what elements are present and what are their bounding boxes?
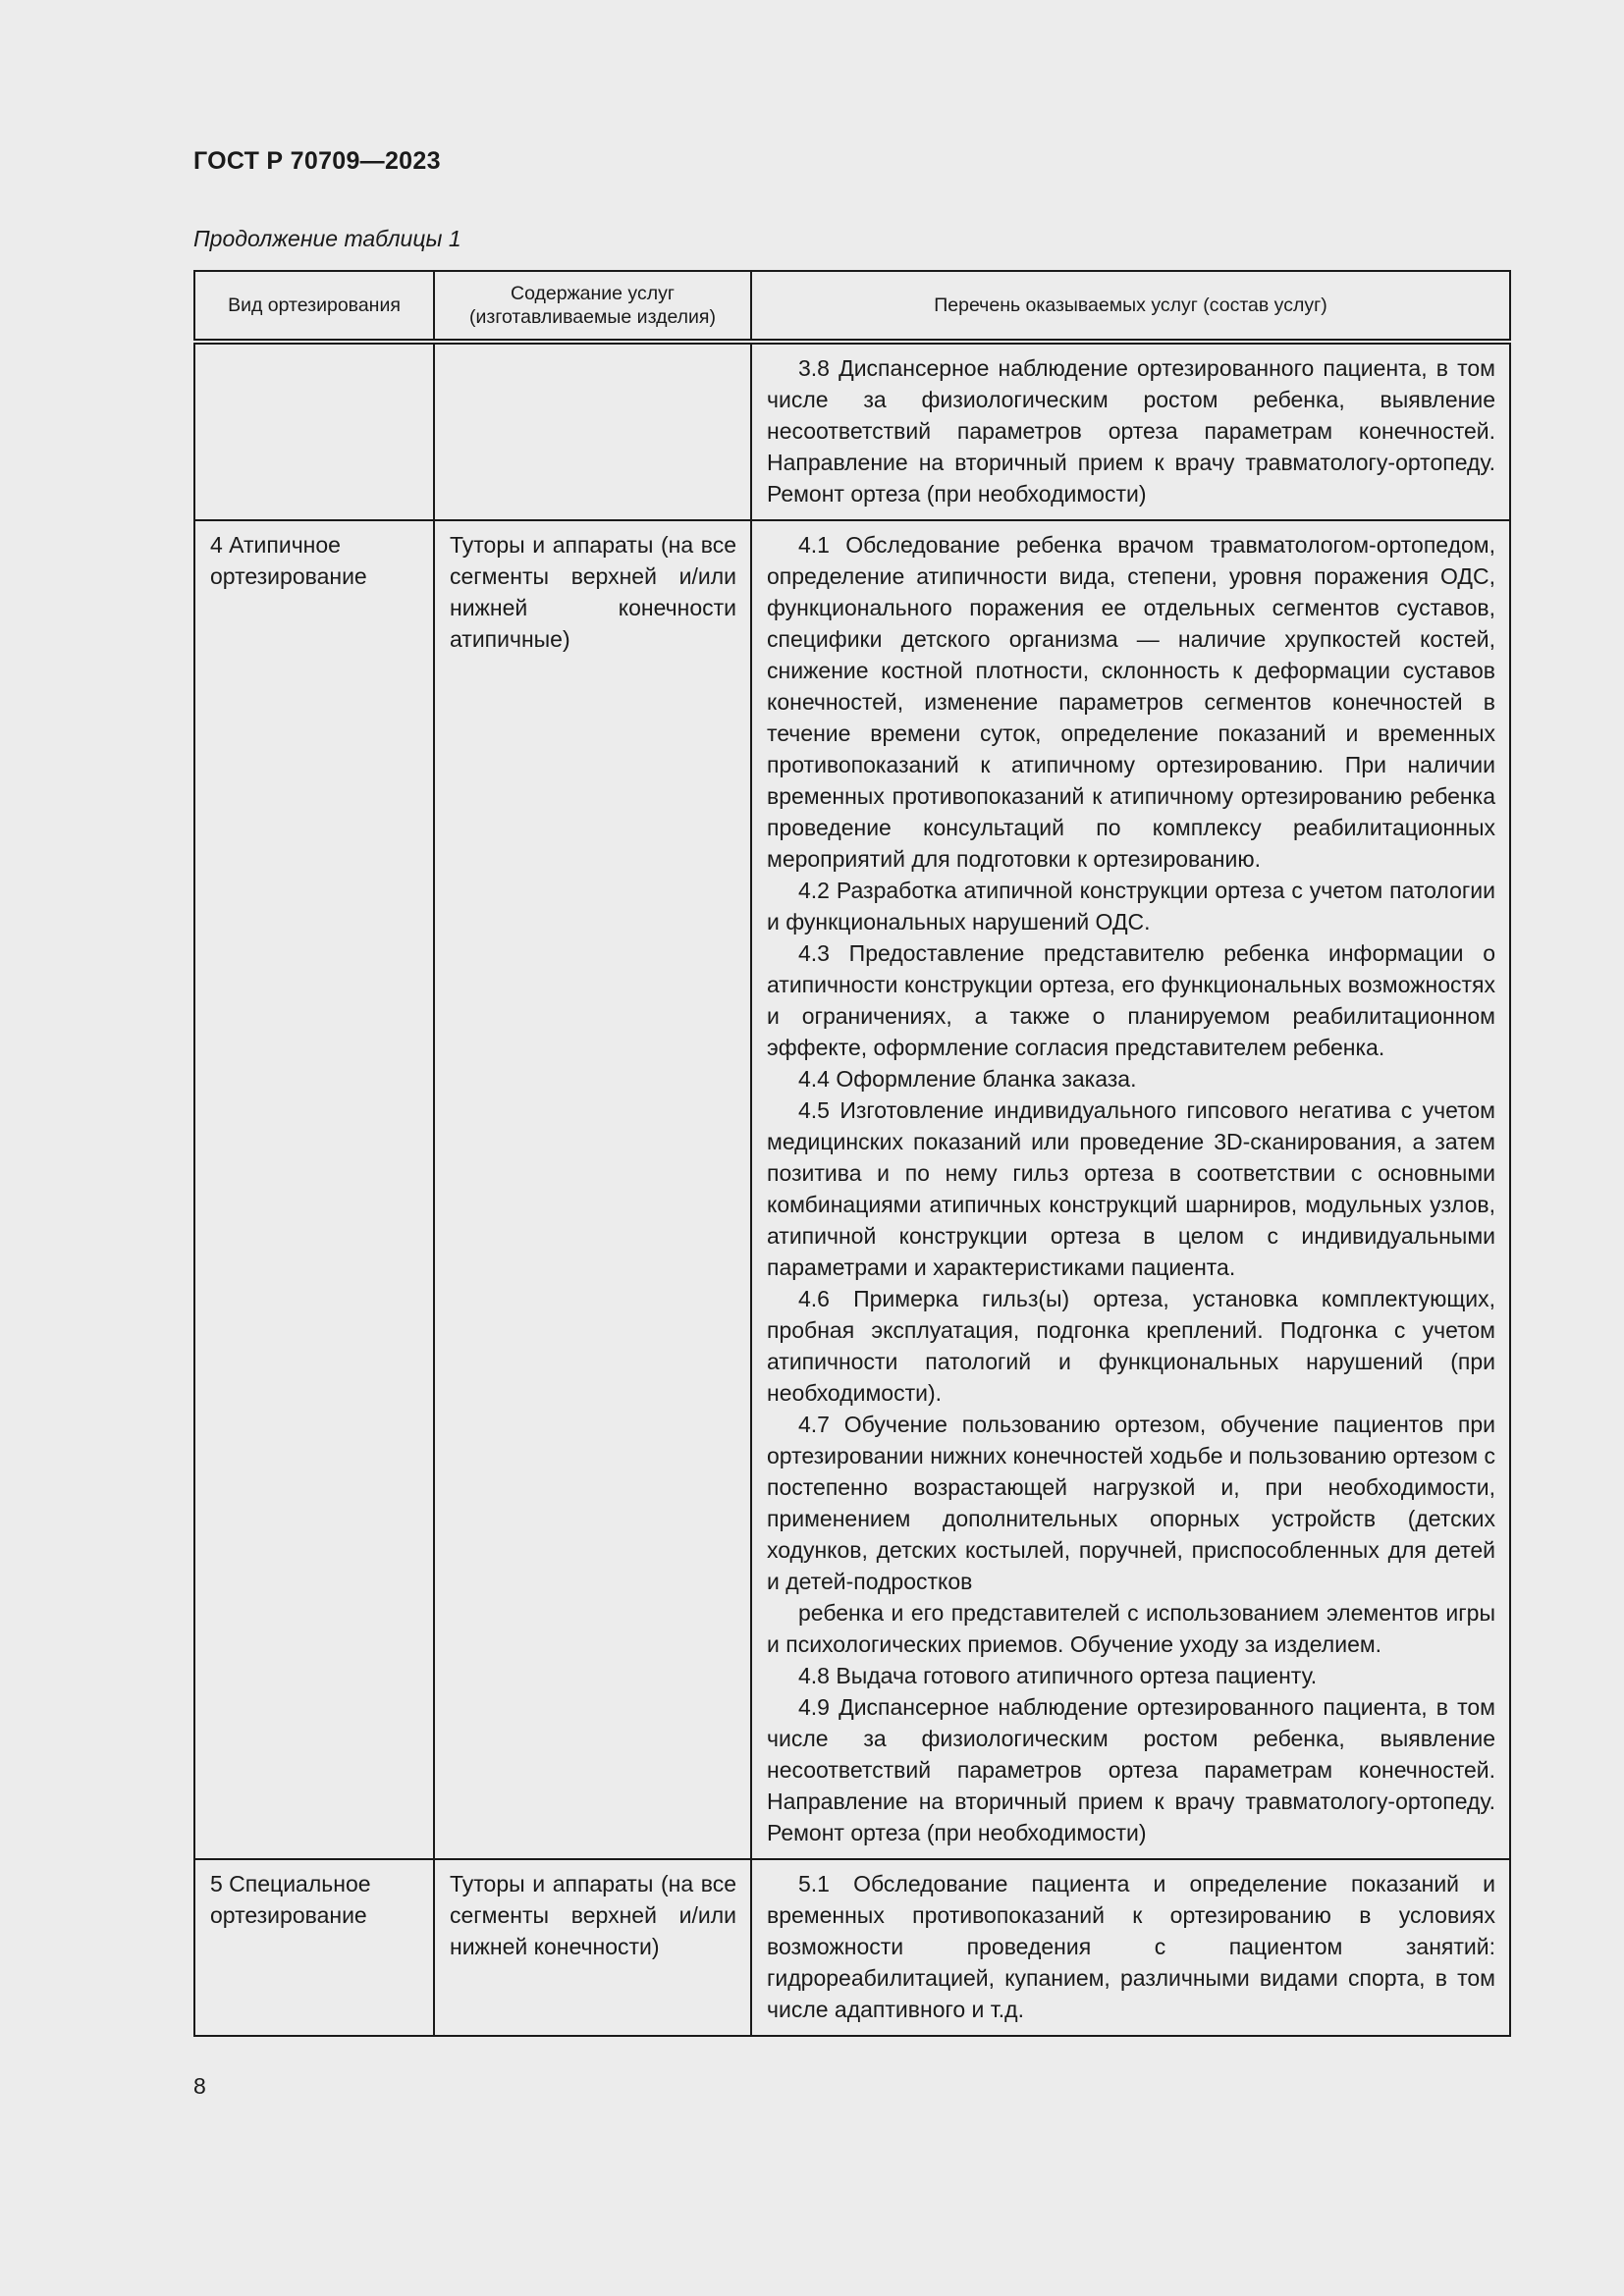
service-item: 4.5 Изготовление индивидуального гипсового негатива с учетом медицинских показаний или проведение 3D-сканирования, а затем позитива и по нему гильз ортеза в соответствии с основными комбинациями атипичных конструкций шарниров, модульных узлов, атипичной конструкции ортеза в целом с индивидуальными параметрами и характеристиками пациента. bbox=[767, 1097, 1495, 1280]
service-item: 4.9 Диспансерное наблюдение ортезированного пациента, в том числе за физиологическим ростом ребенка, выявление несоответствий параметров ортеза параметрам конечностей. Направление на вторичный прием к врачу травматологу-ортопеду. Ремонт ортеза (при необходимости) bbox=[767, 1694, 1495, 1845]
service-item: ребенка и его представителей с использованием элементов игры и психологических приемов. Обучение уходу за изделием. bbox=[767, 1600, 1495, 1657]
table-row bbox=[194, 342, 1510, 520]
cell-services-list bbox=[751, 520, 1510, 1859]
table-header-row bbox=[194, 271, 1510, 342]
cell-service-content bbox=[434, 342, 751, 520]
cell-services-list bbox=[751, 342, 1510, 520]
table-row bbox=[194, 1859, 1510, 2036]
column-header-type: Вид ортезирования bbox=[194, 271, 434, 342]
service-item: 4.1 Обследование ребенка врачом травматологом-ортопедом, определение атипичности вида, степени, уровня поражения ОДС, функционального поражения ее отдельных сегментов суставов, специфики детского организма — наличие хрупкостей костей, снижение костной плотности, склонность к деформации суставов конечностей, изменение параметров сегментов конечностей в течение времени суток, определение показаний и временных противопоказаний к атипичному ортезированию. При наличии временных противопоказаний к атипичному ортезированию ребенка проведение консультаций по комплексу реабилитационных мероприятий для подготовки к ортезированию. bbox=[767, 532, 1495, 872]
cell-service-content: Туторы и аппараты (на все сегменты верхней и/или нижней конечности) bbox=[434, 1859, 751, 2036]
service-item: 5.1 Обследование пациента и определение показаний и временных противопоказаний к ортезированию в условиях возможности проведения с пациентом занятий: гидрореабилитацией, купанием, различными видами спорта, в том числе адаптивного и т.д. bbox=[767, 1871, 1495, 2022]
services-table bbox=[193, 270, 1511, 2037]
service-item: 4.6 Примерка гильз(ы) ортеза, установка комплектующих, пробная эксплуатация, подгонка креплений. Подгонка с учетом атипичности патологий и функциональных нарушений (при необходимости). bbox=[767, 1286, 1495, 1406]
cell-orthosis-type: 4 Атипичное ортезирование bbox=[194, 520, 434, 1859]
service-item: 4.4 Оформление бланка заказа. bbox=[798, 1066, 1137, 1092]
cell-orthosis-type: 5 Специальное ортезирование bbox=[194, 1859, 434, 2036]
cell-orthosis-type bbox=[194, 342, 434, 520]
service-item: 4.3 Предоставление представителю ребенка информации о атипичности конструкции ортеза, его функциональных возможностях и ограничениях, а также о планируемом реабилитационном эффекте, оформление согласия представителем ребенка. bbox=[767, 940, 1495, 1060]
cell-service-content: Туторы и аппараты (на все сегменты верхней и/или нижней конечности атипичные) bbox=[434, 520, 751, 1859]
service-item: 3.8 Диспансерное наблюдение ортезированного пациента, в том числе за физиологическим ростом ребенка, выявление несоответствий параметров ортеза параметрам конечностей. Направление на вторичный прием к врачу травматологу-ортопеду. Ремонт ортеза (при необходимости) bbox=[767, 355, 1495, 507]
service-item: 4.2 Разработка атипичной конструкции ортеза с учетом патологии и функциональных нарушений ОДС. bbox=[767, 878, 1495, 934]
service-item: 4.7 Обучение пользованию ортезом, обучение пациентов при ортезировании нижних конечностей ходьбе и пользованию ортезом с постепенно возрастающей нагрузкой и, при необходимости, применением дополнительных опорных устройств (детских ходунков, детских костылей, поручней, приспособленных для детей и детей-подростков bbox=[767, 1412, 1495, 1594]
cell-services-list bbox=[751, 1859, 1510, 2036]
service-item: 4.8 Выдача готового атипичного ортеза пациенту. bbox=[798, 1663, 1318, 1688]
column-header-services: Перечень оказываемых услуг (состав услуг) bbox=[751, 271, 1510, 342]
table-caption: Продолжение таблицы 1 bbox=[193, 226, 461, 251]
page-number: 8 bbox=[193, 2073, 206, 2099]
column-header-content: Содержание услуг (изготавливаемые изделия) bbox=[434, 271, 751, 342]
table-row bbox=[194, 520, 1510, 1859]
document-standard-title: ГОСТ Р 70709—2023 bbox=[193, 147, 441, 175]
